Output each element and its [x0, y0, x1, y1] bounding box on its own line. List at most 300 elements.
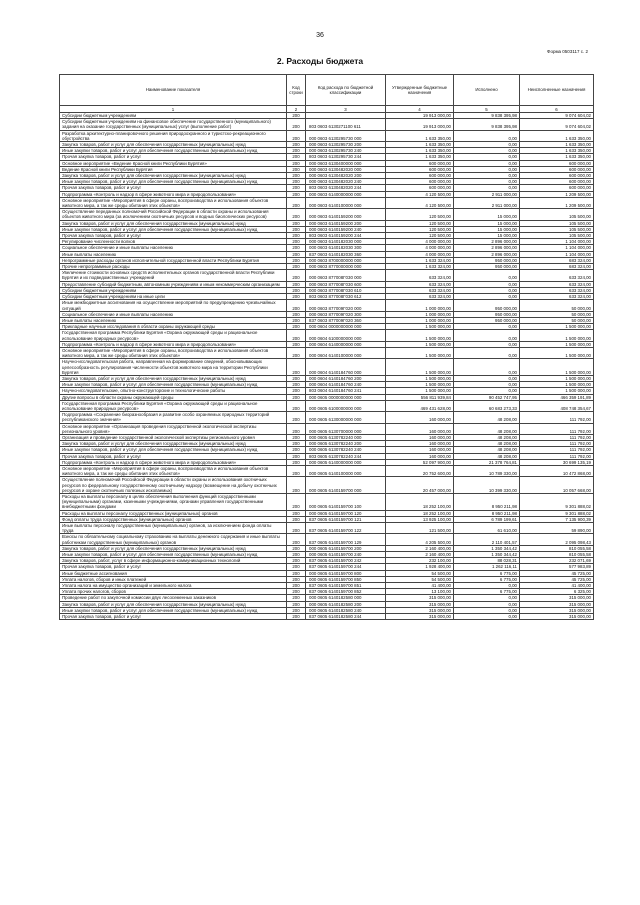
row-name: Государственная программа Республики Бурятия «Охрана окружающей среды и рациональное использование природных ресурсов» [60, 400, 287, 411]
row-name: Проведение работ по закупочной комиссии двух лесосеменных заказников [60, 595, 287, 601]
row-remaining: 1 633 350,00 [520, 154, 594, 160]
table-row [60, 166, 594, 172]
row-approved: 600 000,00 [386, 173, 454, 179]
row-name: Иные межбюджетные ассигнования на осуществление мероприятий по предупреждению чрезвычайных ситуаций [60, 300, 287, 311]
row-classification: 000 0605 0000000000 000 [306, 394, 386, 400]
row-executed: 15 000,00 [454, 209, 520, 220]
row-approved: 20 752 600,00 [386, 465, 454, 476]
row-approved: 160 000,00 [386, 434, 454, 440]
table-row [60, 233, 594, 239]
row-line-code: 200 [287, 494, 306, 511]
header-name: Наименование показателя [60, 75, 287, 106]
row-approved: 20 457 000,00 [386, 477, 454, 494]
row-name: Подпрограмма «Сохранение биоразнообразия и развитие особо охраняемых природных территорий республиканского значения» [60, 412, 287, 423]
row-remaining: 1 500 000,00 [520, 359, 594, 376]
row-line-code: 200 [287, 173, 306, 179]
row-executed: 0,00 [454, 614, 520, 620]
row-approved: 1 633 350,00 [386, 142, 454, 148]
row-approved: 1 500 000,00 [386, 382, 454, 388]
row-approved: 315 000,00 [386, 614, 454, 620]
row-classification: 000 0603 6130482020 200 [306, 173, 386, 179]
row-approved: 1 633 350,00 [386, 154, 454, 160]
row-classification: 000 0605 6140159700 800 [306, 570, 386, 576]
table-body [60, 113, 594, 620]
row-remaining: 59 890,00 [520, 523, 594, 534]
row-remaining: 50 000,00 [520, 311, 594, 317]
index-cell: 2 [287, 106, 306, 113]
row-approved: 4 000 000,00 [386, 251, 454, 257]
row-name: Организация и проведение государственной экологической экспертизы регионального уровня [60, 434, 287, 440]
row-classification: 000 0605 6140159700 120 [306, 510, 386, 516]
row-line-code: 200 [287, 166, 306, 172]
row-remaining: 600 000,00 [520, 166, 594, 172]
page-number: 36 [316, 32, 324, 39]
row-executed: 1 350 344,42 [454, 545, 520, 551]
row-classification: 803 0604 6140184760 241 [306, 388, 386, 394]
row-executed: 0,00 [454, 130, 520, 141]
row-remaining: 30 699 135,19 [520, 459, 594, 465]
header-approved: Утвержденные бюджетные назначения [386, 75, 454, 106]
row-executed: 0,00 [454, 154, 520, 160]
row-name: Закупка товаров, работ и услуг для обеспечения государственных (муниципальных) нужд [60, 142, 287, 148]
row-remaining: 408 748 354,67 [520, 400, 594, 411]
table-row [60, 179, 594, 185]
table-row [60, 423, 594, 434]
row-executed: 950 000,00 [454, 311, 520, 317]
row-approved: 1 928 400,00 [386, 564, 454, 570]
table-row [60, 412, 594, 423]
row-remaining: 111 792,00 [520, 412, 594, 423]
row-approved: 469 431 628,00 [386, 400, 454, 411]
table-row [60, 523, 594, 534]
row-classification: 000 0604 6100000000 000 [306, 330, 386, 341]
row-line-code: 200 [287, 245, 306, 251]
row-remaining: 600 000,00 [520, 173, 594, 179]
row-remaining: 10 057 668,00 [520, 477, 594, 494]
row-line-code: 200 [287, 570, 306, 576]
row-approved: 315 000,00 [386, 595, 454, 601]
row-name: Закупка товаров, работ и услуг для обеспечения государственных (муниципальных) нужд [60, 441, 287, 447]
row-classification: 000 0603 877008Г030 610 [306, 287, 386, 293]
row-classification: 000 0603 6140000000 000 [306, 191, 386, 197]
row-classification: 000 0603 6140159200 200 [306, 220, 386, 226]
row-remaining: 1 500 000,00 [520, 341, 594, 347]
index-cell: 5 [454, 106, 520, 113]
row-classification: 000 0603 6140159200 000 [306, 209, 386, 220]
row-name: Расходы на выплаты персоналу в целях обеспечения выполнения функций государственными (муниципальными) органами, казенными учреждениями, органами управления государственными внебюджетными фондами [60, 494, 287, 511]
row-executed: 0,00 [454, 270, 520, 281]
row-classification: 000 0605 6140159700 850 [306, 576, 386, 582]
row-classification: 000 0605 6130782240 000 [306, 434, 386, 440]
table-row [60, 558, 594, 564]
index-cell: 6 [520, 106, 594, 113]
row-remaining: 810 055,58 [520, 545, 594, 551]
form-code: Форма 0503117 с. 2 [547, 49, 588, 54]
row-remaining: 633 324,00 [520, 294, 594, 300]
table-row [60, 453, 594, 459]
row-classification: 837 0605 6140159700 244 [306, 564, 386, 570]
row-classification: 000 0603 6130400000 000 [306, 160, 386, 166]
row-name: Иные выплаты населению [60, 251, 287, 257]
row-classification: 837 0605 6140159700 851 [306, 583, 386, 589]
row-classification: 000 0604 6140184760 000 [306, 359, 386, 376]
row-classification: 000 0603 6130295730 000 [306, 130, 386, 141]
table-row [60, 130, 594, 141]
row-line-code: 200 [287, 294, 306, 300]
row-remaining: 111 792,00 [520, 447, 594, 453]
row-line-code: 200 [287, 388, 306, 394]
row-approved: 232 100,00 [386, 558, 454, 564]
row-line-code: 200 [287, 510, 306, 516]
table-row [60, 154, 594, 160]
row-name: Уплата налога на имущество организаций и земельного налога [60, 583, 287, 589]
row-approved: 120 500,00 [386, 233, 454, 239]
row-line-code: 200 [287, 359, 306, 376]
row-remaining: 45 725,00 [520, 570, 594, 576]
row-line-code: 200 [287, 459, 306, 465]
index-cell: 1 [60, 106, 287, 113]
row-remaining: 1 500 000,00 [520, 330, 594, 341]
row-executed: 0,00 [454, 382, 520, 388]
row-approved: 600 000,00 [386, 160, 454, 166]
row-name: Закупка товаров, работ и услуг для обеспечения государственных (муниципальных) нужд [60, 545, 287, 551]
row-classification: 000 0603 6140182030 300 [306, 245, 386, 251]
row-name: Основное мероприятие «Ведение Красной книги Республики Бурятия» [60, 160, 287, 166]
row-approved: 315 000,00 [386, 601, 454, 607]
row-line-code: 200 [287, 142, 306, 148]
row-approved: 1 500 000,00 [386, 324, 454, 330]
row-classification: 000 0605 6140000000 000 [306, 459, 386, 465]
row-line-code: 200 [287, 552, 306, 558]
table-header-row [60, 75, 594, 106]
row-remaining: 1 500 000,00 [520, 382, 594, 388]
row-name: Прочая закупка товаров, работ и услуг [60, 154, 287, 160]
row-remaining: 1 633 350,00 [520, 148, 594, 154]
row-remaining: 1 500 000,00 [520, 347, 594, 358]
table-row [60, 447, 594, 453]
row-line-code: 200 [287, 239, 306, 245]
expenditure-table [59, 74, 594, 620]
table-row [60, 330, 594, 341]
row-approved: 600 000,00 [386, 179, 454, 185]
row-classification: 837 0605 6140182580 244 [306, 614, 386, 620]
row-executed: 0,00 [454, 287, 520, 293]
row-line-code: 200 [287, 209, 306, 220]
row-line-code: 200 [287, 394, 306, 400]
row-classification: 000 0605 6140100000 000 [306, 465, 386, 476]
row-executed: 0,00 [454, 281, 520, 287]
row-executed: 48 208,00 [454, 412, 520, 423]
row-name: Иные закупки товаров, работ и услуг для обеспечения государственных (муниципальных) нужд [60, 148, 287, 154]
row-executed: 0,00 [454, 166, 520, 172]
row-classification: 000 0603 6130482020 240 [306, 179, 386, 185]
row-classification: 000 0605 6140182580 240 [306, 607, 386, 613]
row-classification: 837 0603 6140182030 360 [306, 251, 386, 257]
row-executed: 6 775,00 [454, 576, 520, 582]
row-remaining: 6 325,00 [520, 589, 594, 595]
table-row [60, 185, 594, 191]
table-row [60, 245, 594, 251]
row-executed: 0,00 [454, 330, 520, 341]
row-name: Осуществление полномочий Российской Федерации в области охраны и использования охотничьих ресурсов по федеральному государственному охотничьему надзору (возмещение на добычу охотничьих ресурсов и охране охотничьих полезных ископаемых) [60, 477, 287, 494]
row-executed: 48 208,00 [454, 453, 520, 459]
row-line-code: 200 [287, 220, 306, 226]
table-row [60, 564, 594, 570]
row-name: Другие вопросы в области охраны окружающей среды [60, 394, 287, 400]
row-approved: 4 120 500,00 [386, 197, 454, 208]
table-row [60, 300, 594, 311]
row-line-code: 200 [287, 341, 306, 347]
row-classification: 837 0603 877009Г020 360 [306, 317, 386, 323]
row-name: Социальное обеспечение и иные выплаты населению [60, 245, 287, 251]
row-remaining: 810 055,58 [520, 552, 594, 558]
row-classification: 803 0603 6130295730 244 [306, 154, 386, 160]
row-line-code: 200 [287, 347, 306, 358]
row-executed: 15 000,00 [454, 233, 520, 239]
row-approved: 1 000 000,00 [386, 317, 454, 323]
row-classification: 000 0603 6130295730 240 [306, 148, 386, 154]
table-row [60, 595, 594, 601]
row-approved: 160 000,00 [386, 412, 454, 423]
row-line-code: 200 [287, 281, 306, 287]
row-executed: 10 399 330,00 [454, 477, 520, 494]
table-row [60, 191, 594, 197]
table-row [60, 226, 594, 232]
row-executed: 0,00 [454, 185, 520, 191]
row-executed: 9 838 395,98 [454, 113, 520, 119]
row-remaining: 1 209 500,00 [520, 191, 594, 197]
row-remaining: 9 074 604,02 [520, 119, 594, 130]
row-approved: 556 811 939,84 [386, 394, 454, 400]
table-row [60, 552, 594, 558]
row-line-code: 200 [287, 300, 306, 311]
row-approved: 1 000 000,00 [386, 311, 454, 317]
row-remaining: 315 000,00 [520, 601, 594, 607]
row-executed: 90 452 747,95 [454, 394, 520, 400]
row-remaining: 9 074 604,02 [520, 113, 594, 119]
row-executed: 950 000,00 [454, 257, 520, 263]
row-remaining: 50 000,00 [520, 317, 594, 323]
row-remaining: 633 324,00 [520, 281, 594, 287]
row-classification: 000 0603 6140182030 000 [306, 239, 386, 245]
row-remaining: 315 000,00 [520, 614, 594, 620]
row-executed: 0,00 [454, 179, 520, 185]
table-row [60, 375, 594, 381]
table-row [60, 607, 594, 613]
row-remaining: 1 104 000,00 [520, 251, 594, 257]
table-row [60, 142, 594, 148]
row-executed: 61 610,00 [454, 523, 520, 534]
row-remaining: 105 500,00 [520, 209, 594, 220]
table-row [60, 324, 594, 330]
row-executed: 950 000,00 [454, 264, 520, 270]
row-remaining: 600 000,00 [520, 185, 594, 191]
row-executed: 10 789 330,00 [454, 465, 520, 476]
row-approved: 1 500 000,00 [386, 341, 454, 347]
row-line-code: 200 [287, 576, 306, 582]
row-remaining: 50 000,00 [520, 300, 594, 311]
row-classification: 000 0603 877008Г030 000 [306, 270, 386, 281]
row-classification: 837 0605 6140159700 121 [306, 516, 386, 522]
row-remaining: 105 500,00 [520, 220, 594, 226]
row-line-code: 200 [287, 441, 306, 447]
row-approved: 19 913 000,00 [386, 119, 454, 130]
row-line-code: 200 [287, 516, 306, 522]
row-executed: 6 775,00 [454, 589, 520, 595]
row-classification: 000 0605 6140159700 240 [306, 552, 386, 558]
index-cell: 3 [306, 106, 386, 113]
row-name: Иные закупки товаров, работ и услуг для обеспечения государственных (муниципальных) нужд [60, 382, 287, 388]
row-approved: 18 252 100,00 [386, 494, 454, 511]
row-line-code: 200 [287, 447, 306, 453]
row-executed: 6 789 199,61 [454, 516, 520, 522]
row-executed: 48 208,00 [454, 434, 520, 440]
table-row [60, 209, 594, 220]
row-classification: 000 0603 8700000000 000 [306, 257, 386, 263]
row-classification: 000 0603 877009Г020 300 [306, 311, 386, 317]
row-approved: 121 500,00 [386, 523, 454, 534]
row-approved: 4 000 000,00 [386, 245, 454, 251]
table-row [60, 257, 594, 263]
table-row [60, 477, 594, 494]
row-approved: 4 205 500,00 [386, 534, 454, 545]
row-name: Иные закупки товаров, работ и услуг для обеспечения государственных (муниципальных) нужд [60, 607, 287, 613]
row-name: Иные закупки товаров, работ и услуг для обеспечения государственных (муниципальных) нужд [60, 552, 287, 558]
row-approved: 160 000,00 [386, 423, 454, 434]
row-executed: 0,00 [454, 324, 520, 330]
row-classification: 000 0604 6140184760 240 [306, 382, 386, 388]
row-approved: 120 500,00 [386, 226, 454, 232]
row-line-code: 200 [287, 113, 306, 119]
row-remaining: 315 000,00 [520, 595, 594, 601]
row-classification: 000 0605 6140182580 200 [306, 601, 386, 607]
row-executed: 0,00 [454, 142, 520, 148]
row-name: Субсидии бюджетным учреждениям на финансовое обеспечение государственного (муниципального) задания на оказание государственных (муниципальных) услуг (выполнение работ) [60, 119, 287, 130]
row-name: Иные закупки товаров, работ и услуг для обеспечения государственных (муниципальных) нужд [60, 179, 287, 185]
row-name: Взносы по обязательному социальному страхованию на выплаты денежного содержания и иные выплаты работникам государственных (муниципальных) органов [60, 534, 287, 545]
row-approved: 18 252 100,00 [386, 510, 454, 516]
header-executed: Исполнено [454, 75, 520, 106]
row-remaining: 683 324,00 [520, 257, 594, 263]
header-classification: Код расхода по бюджетной классификации [306, 75, 386, 106]
row-approved: 315 000,00 [386, 607, 454, 613]
row-line-code: 200 [287, 251, 306, 257]
table-row [60, 359, 594, 376]
row-name: Закупка товаров, работ и услуг для обеспечения государственных (муниципальных) нужд [60, 173, 287, 179]
row-line-code: 200 [287, 270, 306, 281]
row-line-code: 200 [287, 595, 306, 601]
row-classification: 000 0604 0000000000 000 [306, 324, 386, 330]
row-classification: 000 0605 6140182580 000 [306, 595, 386, 601]
row-name: Научно-исследовательская работа, направленная на формирование сведений, обосновывающих целесообразность регулирования численности объектов животного мира на территории Республики Бурятия [60, 359, 287, 376]
row-approved: 1 500 000,00 [386, 359, 454, 376]
table-row [60, 465, 594, 476]
row-line-code: 200 [287, 287, 306, 293]
row-executed: 950 000,00 [454, 317, 520, 323]
row-approved: 1 500 000,00 [386, 375, 454, 381]
row-executed: 2 110 401,57 [454, 534, 520, 545]
row-approved: 4 000 000,00 [386, 239, 454, 245]
row-classification: 000 0604 6140000000 000 [306, 341, 386, 347]
table-row [60, 148, 594, 154]
row-remaining: 1 104 000,00 [520, 245, 594, 251]
row-approved: 1 633 350,00 [386, 148, 454, 154]
row-executed: 2 911 000,00 [454, 191, 520, 197]
row-approved: 1 500 000,00 [386, 388, 454, 394]
row-name: Подпрограмма «Контроль и надзор в сфере животного мира и природопользования» [60, 459, 287, 465]
row-approved: 4 120 500,00 [386, 191, 454, 197]
row-name: Основное мероприятие «Мероприятия в сфере охраны, воспроизводства и использования объектов животного мира, а так же среды обитания этих объектов» [60, 197, 287, 208]
row-name: Уплата налогов, сборов и иных платежей [60, 576, 287, 582]
row-line-code: 200 [287, 477, 306, 494]
row-approved: 52 097 900,00 [386, 459, 454, 465]
table-row [60, 459, 594, 465]
row-remaining: 1 209 500,00 [520, 197, 594, 208]
row-approved: 13 925 100,00 [386, 516, 454, 522]
row-classification: 000 0605 6140159700 200 [306, 545, 386, 551]
table-row [60, 434, 594, 440]
row-executed: 0,00 [454, 388, 520, 394]
table-row [60, 388, 594, 394]
row-line-code: 200 [287, 119, 306, 130]
table-row [60, 394, 594, 400]
row-remaining: 1 104 000,00 [520, 239, 594, 245]
row-approved: 633 324,00 [386, 294, 454, 300]
row-name: Непрограммные расходы органов исполнительной государственной власти Республики Бурятия [60, 257, 287, 263]
index-cell: 4 [386, 106, 454, 113]
row-executed: 2 896 000,00 [454, 251, 520, 257]
row-name: Иные закупки товаров, работ и услуг для обеспечения государственных (муниципальных) нужд [60, 226, 287, 232]
row-executed: 9 838 395,98 [454, 119, 520, 130]
row-executed: 21 378 764,81 [454, 459, 520, 465]
row-executed: 15 000,00 [454, 226, 520, 232]
row-name: Основное мероприятие «Организация проведения государственной экологической экспертизы регионального уровня» [60, 423, 287, 434]
row-executed: 6 775,00 [454, 570, 520, 576]
row-line-code: 200 [287, 317, 306, 323]
row-approved: 2 160 400,00 [386, 545, 454, 551]
row-classification: 803 0603 6140159200 244 [306, 233, 386, 239]
row-classification: 837 0605 6140159700 242 [306, 558, 386, 564]
row-line-code: 200 [287, 400, 306, 411]
row-approved: 1 633 350,00 [386, 130, 454, 141]
row-remaining: 9 301 888,02 [520, 510, 594, 516]
row-name: Осуществление переданных полномочий Российской Федерации в области охраны и использования объектов животного мира (за исключением охотничьих ресурсов и водных биологических ресурсов) [60, 209, 287, 220]
row-line-code: 200 [287, 330, 306, 341]
row-line-code: 200 [287, 534, 306, 545]
row-executed: 0,00 [454, 583, 520, 589]
row-name: Иные выплаты населению [60, 317, 287, 323]
table-row [60, 281, 594, 287]
row-line-code: 200 [287, 264, 306, 270]
row-executed: 15 000,00 [454, 220, 520, 226]
row-name: Прочие непрограммные расходы [60, 264, 287, 270]
row-name: Субсидии бюджетным учреждениям на иные цели [60, 294, 287, 300]
row-remaining: 41 400,00 [520, 583, 594, 589]
row-remaining: 1 500 000,00 [520, 375, 594, 381]
row-name: Закупка товаров, работ и услуг для обеспечения государственных (муниципальных) нужд [60, 220, 287, 226]
row-executed: 2 911 000,00 [454, 197, 520, 208]
row-line-code: 200 [287, 324, 306, 330]
row-name: Расходы на выплаты персоналу государственных (муниципальных) органов [60, 510, 287, 516]
row-name: Иные закупки товаров, работ и услуг для обеспечения государственных (муниципальных) нужд [60, 447, 287, 453]
row-remaining: 1 500 000,00 [520, 388, 594, 394]
row-executed: 0,00 [454, 375, 520, 381]
row-name: Прочая закупка товаров, работ и услуг [60, 185, 287, 191]
row-name: Субсидии бюджетным учреждениям [60, 287, 287, 293]
table-row [60, 614, 594, 620]
table-row [60, 516, 594, 522]
row-approved: 120 500,00 [386, 220, 454, 226]
